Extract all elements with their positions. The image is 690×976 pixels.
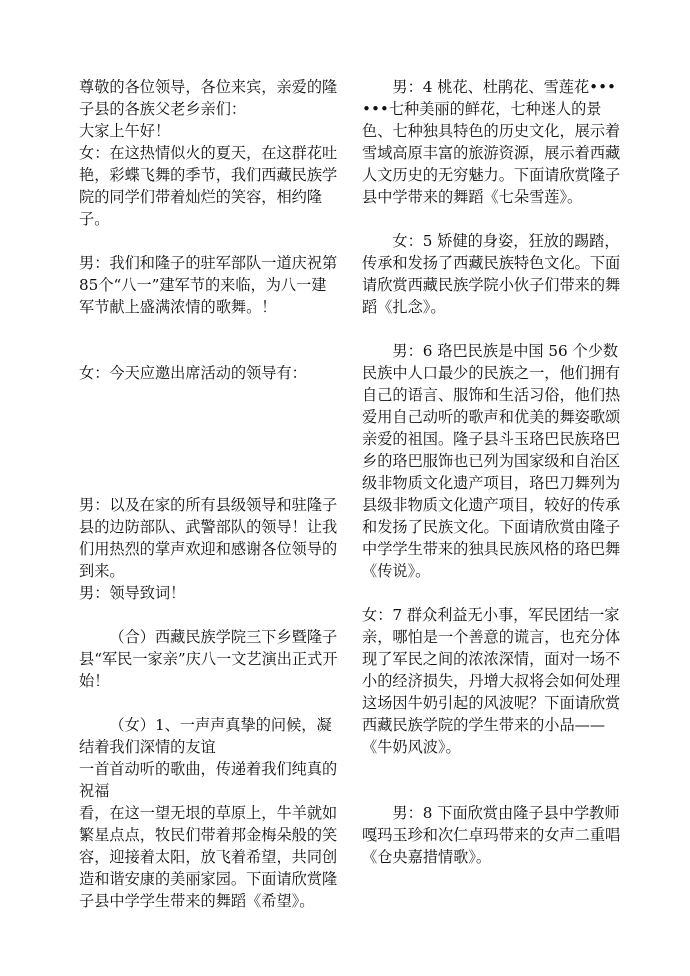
good-morning-line: 大家上午好！ bbox=[79, 122, 171, 140]
host-male-speech: 男：领导致词！ bbox=[79, 584, 186, 602]
greeting-paragraph: 尊敬的各位领导，各位来宾，亲爱的隆子县的各族父老乡亲们： bbox=[79, 78, 338, 118]
joint-announcement: （合）西藏民族学院三下乡暨隆子县“军民一家亲”庆八一文艺演出正式开始！ bbox=[79, 628, 338, 690]
left-column bbox=[79, 76, 341, 912]
host-male-welcome: 男：以及在家的所有县级领导和驻隆子县的边防部队、武警部队的领导！让我们用热烈的掌声欢迎和感谢各位领导的到来。 bbox=[79, 496, 338, 580]
host-female-leaders: 女：今天应邀出席活动的领导有： bbox=[79, 364, 307, 382]
program-8-intro: 男：8 下面欣赏由隆子县中学教师嘎玛玉珍和次仁卓玛带来的女声二重唱《仓央嘉措情歌》。 bbox=[362, 804, 621, 866]
program-7-intro: 女：7 群众利益无小事，军民团结一家亲，哪怕是一个善意的谎言，也充分体现了军民之间的浓浓深情，面对一场不小的经济损失，丹增大叔将会如何处理这场因牛奶引起的风波呢？下面请欣赏西藏民族学院的学生带来的小品——《牛奶风波》。 bbox=[362, 606, 621, 756]
program-4-intro: 男：4 桃花、杜鹃花、雪莲花••••••七种美丽的鲜花，七种迷人的景色、七种独具特色的历史文化，展示着雪域高原丰富的旅游资源，展示着西藏人文历史的无穷魅力。下面请欣赏隆子县中学带来的舞蹈《七朵雪莲》。 bbox=[362, 78, 621, 206]
program-1-line-2: 一首首动听的歌曲，传递着我们纯真的祝福 bbox=[79, 760, 338, 800]
host-male-army-day: 男：我们和隆子的驻军部队一道庆祝第85个“八一”建军节的来临，为八一建军节献上盛满浓情的歌舞。！ bbox=[79, 254, 338, 316]
program-1-intro: （女）1、一声声真挚的问候，凝结着我们深情的友谊 bbox=[79, 716, 332, 756]
program-6-intro: 男：6 珞巴民族是中国 56 个少数民族中人口最少的民族之一，他们拥有自己的语言、服饰和生活习俗，他们热爱用自己动听的歌声和优美的舞姿歌颂亲爱的祖国。隆子县斗玉珞巴民族珞巴乡的珞巴服饰也已列为国家级和自治区级非物质文化遗产项目，珞巴刀舞列为县级非物质文化遗产项目，较好的传承和发扬了民族文化。下面请欣赏由隆子中学学生带来的独具民族风格的珞巴舞《传说》。 bbox=[362, 342, 621, 580]
host-female-opening: 女：在这热情似火的夏天，在这群花吐艳，彩蝶飞舞的季节，我们西藏民族学院的同学们带着灿烂的笑容，相约隆子。 bbox=[79, 144, 338, 228]
right-column bbox=[362, 76, 624, 868]
program-1-description: 看，在这一望无垠的草原上，牛羊就如繁星点点，牧民们带着邦金梅朵般的笑容，迎接着太阳，放飞着希望，共同创造和谐安康的美丽家园。下面请欣赏隆子县中学学生带来的舞蹈《希望》。 bbox=[79, 804, 338, 910]
program-5-intro: 女：5 矫健的身姿，狂放的踢踏，传承和发扬了西藏民族特色文化。下面请欣赏西藏民族学院小伙子们带来的舞蹈《扎念》。 bbox=[362, 232, 621, 316]
